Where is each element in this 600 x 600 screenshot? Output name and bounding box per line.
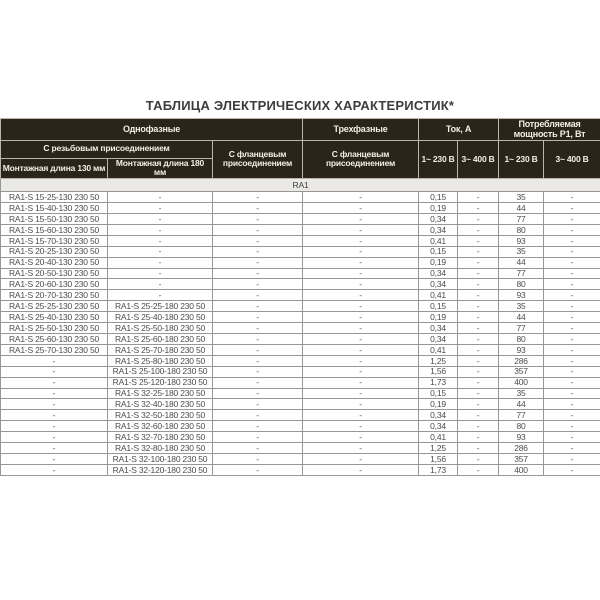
table-cell: 0,34 bbox=[419, 279, 458, 290]
table-cell: 0,34 bbox=[419, 421, 458, 432]
table-cell: - bbox=[544, 399, 600, 410]
table-cell: - bbox=[303, 257, 419, 268]
table-row bbox=[1, 388, 600, 399]
table-cell: - bbox=[544, 443, 600, 454]
table-cell: - bbox=[544, 203, 600, 214]
table-cell: 80 bbox=[499, 421, 544, 432]
table-cell: - bbox=[303, 279, 419, 290]
table-cell: - bbox=[1, 366, 108, 377]
table-cell: - bbox=[213, 301, 303, 312]
table-cell: - bbox=[544, 432, 600, 443]
table-cell: RA1-S 25-50-180 230 50 bbox=[108, 323, 213, 334]
table-cell: - bbox=[544, 235, 600, 246]
header-flange-single: С фланцевым присоединением bbox=[213, 140, 303, 179]
table-cell: - bbox=[108, 192, 213, 203]
table-row bbox=[1, 366, 600, 377]
table-cell: - bbox=[108, 224, 213, 235]
table-cell: - bbox=[544, 388, 600, 399]
table-cell: 0,41 bbox=[419, 344, 458, 355]
table-row bbox=[1, 235, 600, 246]
table-cell: 1,56 bbox=[419, 453, 458, 464]
table-cell: 93 bbox=[499, 432, 544, 443]
header-power: Потребляемая мощность P1, Вт bbox=[499, 119, 600, 141]
table-cell: - bbox=[303, 214, 419, 225]
table-cell: - bbox=[303, 344, 419, 355]
table-header bbox=[1, 119, 600, 179]
table-row bbox=[1, 421, 600, 432]
header-flange-three: С фланцевым присоединением bbox=[303, 140, 419, 179]
table-row bbox=[1, 192, 600, 203]
table-cell: - bbox=[458, 377, 499, 388]
table-cell: - bbox=[458, 399, 499, 410]
table-cell: - bbox=[458, 203, 499, 214]
table-cell: 44 bbox=[499, 203, 544, 214]
table-cell: - bbox=[458, 388, 499, 399]
table-cell: - bbox=[213, 355, 303, 366]
table-row bbox=[1, 443, 600, 454]
table-cell: - bbox=[544, 355, 600, 366]
page-title: ТАБЛИЦА ЭЛЕКТРИЧЕСКИХ ХАРАКТЕРИСТИК* bbox=[145, 98, 455, 113]
table-cell: 35 bbox=[499, 388, 544, 399]
header-current-230v: 1~ 230 В bbox=[419, 140, 458, 179]
table-cell: RA1-S 32-80-180 230 50 bbox=[108, 443, 213, 454]
table-cell: RA1-S 15-40-130 230 50 bbox=[1, 203, 108, 214]
table-cell: - bbox=[458, 453, 499, 464]
table-cell: - bbox=[213, 203, 303, 214]
table-cell: - bbox=[213, 246, 303, 257]
table-cell: 286 bbox=[499, 443, 544, 454]
table-cell: - bbox=[108, 279, 213, 290]
table-cell: - bbox=[544, 224, 600, 235]
table-cell: RA1-S 20-70-130 230 50 bbox=[1, 290, 108, 301]
table-cell: RA1-S 32-60-180 230 50 bbox=[108, 421, 213, 432]
table-cell: - bbox=[213, 214, 303, 225]
table-row bbox=[1, 323, 600, 334]
table-cell: 77 bbox=[499, 268, 544, 279]
table-cell: 77 bbox=[499, 214, 544, 225]
table-cell: - bbox=[303, 334, 419, 345]
table-cell: - bbox=[213, 290, 303, 301]
table-cell: RA1-S 20-50-130 230 50 bbox=[1, 268, 108, 279]
table-cell: RA1-S 32-120-180 230 50 bbox=[108, 464, 213, 475]
table-cell: - bbox=[213, 268, 303, 279]
table-cell: RA1-S 25-40-180 230 50 bbox=[108, 312, 213, 323]
table-cell: - bbox=[213, 224, 303, 235]
table-cell: - bbox=[303, 290, 419, 301]
table-cell: - bbox=[213, 366, 303, 377]
table-cell: 93 bbox=[499, 290, 544, 301]
table-cell: - bbox=[108, 246, 213, 257]
header-current: Ток, А bbox=[419, 119, 499, 141]
table-cell: - bbox=[458, 235, 499, 246]
table-cell: RA1-S 32-100-180 230 50 bbox=[108, 453, 213, 464]
table-cell: RA1-S 15-70-130 230 50 bbox=[1, 235, 108, 246]
table-cell: RA1-S 15-25-130 230 50 bbox=[1, 192, 108, 203]
table-cell: 0,34 bbox=[419, 224, 458, 235]
table-cell: - bbox=[213, 399, 303, 410]
table-cell: RA1-S 25-25-180 230 50 bbox=[108, 301, 213, 312]
table-cell: - bbox=[213, 464, 303, 475]
table-cell: - bbox=[303, 268, 419, 279]
table-cell: 80 bbox=[499, 224, 544, 235]
table-cell: - bbox=[458, 312, 499, 323]
group-label: RA1 bbox=[1, 179, 600, 192]
table-cell: RA1-S 25-60-130 230 50 bbox=[1, 334, 108, 345]
table-cell: 1,25 bbox=[419, 355, 458, 366]
table-row bbox=[1, 268, 600, 279]
table-cell: 0,34 bbox=[419, 214, 458, 225]
group-row bbox=[1, 179, 600, 192]
table-cell: - bbox=[458, 279, 499, 290]
table-cell: 0,19 bbox=[419, 257, 458, 268]
table-cell: - bbox=[303, 453, 419, 464]
table-cell: - bbox=[544, 279, 600, 290]
table-cell: 1,25 bbox=[419, 443, 458, 454]
table-cell: - bbox=[213, 312, 303, 323]
table-cell: - bbox=[544, 192, 600, 203]
table-row bbox=[1, 246, 600, 257]
table-cell: - bbox=[303, 312, 419, 323]
table-cell: - bbox=[458, 344, 499, 355]
table-row bbox=[1, 312, 600, 323]
table-cell: - bbox=[544, 246, 600, 257]
table-row bbox=[1, 301, 600, 312]
table-body bbox=[1, 179, 600, 476]
table-cell: - bbox=[544, 344, 600, 355]
table-cell: - bbox=[1, 421, 108, 432]
table-cell: - bbox=[303, 443, 419, 454]
table-cell: - bbox=[458, 443, 499, 454]
table-cell: - bbox=[458, 464, 499, 475]
table-cell: - bbox=[213, 432, 303, 443]
table-cell: 400 bbox=[499, 464, 544, 475]
table-cell: - bbox=[458, 192, 499, 203]
table-cell: 35 bbox=[499, 301, 544, 312]
table-cell: - bbox=[303, 323, 419, 334]
table-cell: - bbox=[458, 257, 499, 268]
table-cell: - bbox=[108, 257, 213, 268]
table-row bbox=[1, 355, 600, 366]
table-cell: - bbox=[108, 268, 213, 279]
table-cell: 1,73 bbox=[419, 377, 458, 388]
table-cell: - bbox=[544, 312, 600, 323]
table-cell: 357 bbox=[499, 366, 544, 377]
table-cell: 77 bbox=[499, 410, 544, 421]
table-cell: RA1-S 32-40-180 230 50 bbox=[108, 399, 213, 410]
table-cell: - bbox=[544, 410, 600, 421]
table-cell: 44 bbox=[499, 312, 544, 323]
table-cell: 0,34 bbox=[419, 323, 458, 334]
table-cell: - bbox=[303, 246, 419, 257]
table-cell: RA1-S 32-70-180 230 50 bbox=[108, 432, 213, 443]
table-cell: - bbox=[213, 344, 303, 355]
table-row bbox=[1, 344, 600, 355]
table-cell: RA1-S 15-60-130 230 50 bbox=[1, 224, 108, 235]
table-cell: RA1-S 20-60-130 230 50 bbox=[1, 279, 108, 290]
table-cell: - bbox=[544, 366, 600, 377]
table-cell: RA1-S 25-40-130 230 50 bbox=[1, 312, 108, 323]
table-cell: - bbox=[213, 192, 303, 203]
table-cell: - bbox=[303, 432, 419, 443]
table-cell: - bbox=[458, 301, 499, 312]
table-cell: 0,15 bbox=[419, 301, 458, 312]
table-row bbox=[1, 377, 600, 388]
table-cell: - bbox=[213, 334, 303, 345]
table-cell: - bbox=[544, 377, 600, 388]
characteristics-table bbox=[0, 118, 600, 476]
table-cell: - bbox=[544, 464, 600, 475]
table-cell: - bbox=[303, 410, 419, 421]
table-cell: - bbox=[1, 355, 108, 366]
table-cell: 400 bbox=[499, 377, 544, 388]
table-cell: 0,41 bbox=[419, 432, 458, 443]
table-cell: - bbox=[458, 323, 499, 334]
table-cell: - bbox=[213, 410, 303, 421]
table-cell: 0,34 bbox=[419, 268, 458, 279]
header-single-phase: Однофазные bbox=[1, 119, 303, 141]
table-cell: 0,19 bbox=[419, 312, 458, 323]
table-cell: - bbox=[213, 377, 303, 388]
table-row bbox=[1, 453, 600, 464]
table-cell: RA1-S 25-70-180 230 50 bbox=[108, 344, 213, 355]
table-cell: 44 bbox=[499, 257, 544, 268]
table-cell: - bbox=[213, 443, 303, 454]
table-cell: - bbox=[1, 443, 108, 454]
table-cell: - bbox=[544, 421, 600, 432]
table-cell: - bbox=[544, 214, 600, 225]
table-cell: - bbox=[303, 366, 419, 377]
table-cell: - bbox=[303, 355, 419, 366]
table-cell: - bbox=[213, 388, 303, 399]
table-cell: 44 bbox=[499, 399, 544, 410]
table-cell: - bbox=[213, 257, 303, 268]
table-cell: - bbox=[303, 192, 419, 203]
table-cell: - bbox=[458, 410, 499, 421]
table-row bbox=[1, 257, 600, 268]
header-threaded-connection: С резьбовым присоединением bbox=[1, 140, 213, 158]
table-cell: - bbox=[1, 453, 108, 464]
table-cell: - bbox=[544, 301, 600, 312]
table-cell: - bbox=[1, 410, 108, 421]
table-cell: 0,19 bbox=[419, 399, 458, 410]
table-cell: - bbox=[108, 214, 213, 225]
table-cell: 0,15 bbox=[419, 192, 458, 203]
table-cell: RA1-S 25-70-130 230 50 bbox=[1, 344, 108, 355]
table-cell: - bbox=[1, 432, 108, 443]
table-cell: 0,19 bbox=[419, 203, 458, 214]
table-cell: 286 bbox=[499, 355, 544, 366]
table-row bbox=[1, 279, 600, 290]
table-cell: 80 bbox=[499, 279, 544, 290]
table-cell: - bbox=[458, 290, 499, 301]
table-cell: 357 bbox=[499, 453, 544, 464]
table-cell: 0,34 bbox=[419, 410, 458, 421]
table-cell: - bbox=[544, 257, 600, 268]
table-cell: - bbox=[303, 464, 419, 475]
table-cell: 93 bbox=[499, 344, 544, 355]
table-cell: RA1-S 32-25-180 230 50 bbox=[108, 388, 213, 399]
table-cell: - bbox=[458, 421, 499, 432]
table-cell: 1,56 bbox=[419, 366, 458, 377]
table-cell: 0,41 bbox=[419, 235, 458, 246]
table-cell: - bbox=[1, 464, 108, 475]
table-cell: - bbox=[544, 334, 600, 345]
table-cell: - bbox=[303, 203, 419, 214]
table-cell: - bbox=[458, 224, 499, 235]
table-cell: - bbox=[458, 214, 499, 225]
table-cell: - bbox=[544, 453, 600, 464]
table-cell: RA1-S 20-25-130 230 50 bbox=[1, 246, 108, 257]
table-cell: - bbox=[544, 268, 600, 279]
table-cell: - bbox=[303, 377, 419, 388]
table-cell: - bbox=[544, 290, 600, 301]
table-cell: - bbox=[108, 290, 213, 301]
table-cell: RA1-S 25-100-180 230 50 bbox=[108, 366, 213, 377]
table-row bbox=[1, 399, 600, 410]
table-cell: RA1-S 20-40-130 230 50 bbox=[1, 257, 108, 268]
table-row bbox=[1, 214, 600, 225]
table-cell: - bbox=[458, 366, 499, 377]
table-cell: RA1-S 25-120-180 230 50 bbox=[108, 377, 213, 388]
table-cell: 93 bbox=[499, 235, 544, 246]
header-power-400v: 3~ 400 В bbox=[544, 140, 600, 179]
table-cell: RA1-S 25-60-180 230 50 bbox=[108, 334, 213, 345]
table-cell: - bbox=[108, 235, 213, 246]
table-row bbox=[1, 203, 600, 214]
table-cell: 35 bbox=[499, 192, 544, 203]
table-cell: 1,73 bbox=[419, 464, 458, 475]
table-cell: - bbox=[213, 421, 303, 432]
table-cell: 35 bbox=[499, 246, 544, 257]
table-cell: - bbox=[1, 377, 108, 388]
table-cell: - bbox=[458, 334, 499, 345]
header-current-400v: 3~ 400 В bbox=[458, 140, 499, 179]
table-cell: RA1-S 32-50-180 230 50 bbox=[108, 410, 213, 421]
table-cell: - bbox=[213, 453, 303, 464]
table-cell: - bbox=[458, 432, 499, 443]
table-cell: - bbox=[458, 246, 499, 257]
table-cell: RA1-S 15-50-130 230 50 bbox=[1, 214, 108, 225]
table-cell: - bbox=[108, 203, 213, 214]
header-length-130: Монтажная длина 130 мм bbox=[1, 158, 108, 179]
table-cell: - bbox=[1, 399, 108, 410]
table-cell: - bbox=[303, 388, 419, 399]
table-row bbox=[1, 224, 600, 235]
table-cell: 80 bbox=[499, 334, 544, 345]
table-row bbox=[1, 290, 600, 301]
table-row bbox=[1, 464, 600, 475]
table-cell: 0,15 bbox=[419, 246, 458, 257]
table-cell: - bbox=[458, 268, 499, 279]
table-row bbox=[1, 432, 600, 443]
table-cell: - bbox=[458, 355, 499, 366]
table-cell: - bbox=[213, 323, 303, 334]
table-cell: - bbox=[303, 301, 419, 312]
header-length-180: Монтажная длина 180 мм bbox=[108, 158, 213, 179]
table-cell: - bbox=[213, 279, 303, 290]
table-cell: - bbox=[1, 388, 108, 399]
table-cell: RA1-S 25-80-180 230 50 bbox=[108, 355, 213, 366]
table-cell: 0,15 bbox=[419, 388, 458, 399]
table-cell: RA1-S 25-25-130 230 50 bbox=[1, 301, 108, 312]
table-cell: - bbox=[544, 323, 600, 334]
table-row bbox=[1, 410, 600, 421]
table-cell: 77 bbox=[499, 323, 544, 334]
table-cell: - bbox=[303, 421, 419, 432]
table-cell: 0,34 bbox=[419, 334, 458, 345]
table-cell: 0,41 bbox=[419, 290, 458, 301]
table-cell: - bbox=[303, 224, 419, 235]
table-row bbox=[1, 334, 600, 345]
table-cell: - bbox=[213, 235, 303, 246]
table-cell: - bbox=[303, 399, 419, 410]
table-cell: RA1-S 25-50-130 230 50 bbox=[1, 323, 108, 334]
header-power-230v: 1~ 230 В bbox=[499, 140, 544, 179]
header-three-phase: Трехфазные bbox=[303, 119, 419, 141]
table-cell: - bbox=[303, 235, 419, 246]
